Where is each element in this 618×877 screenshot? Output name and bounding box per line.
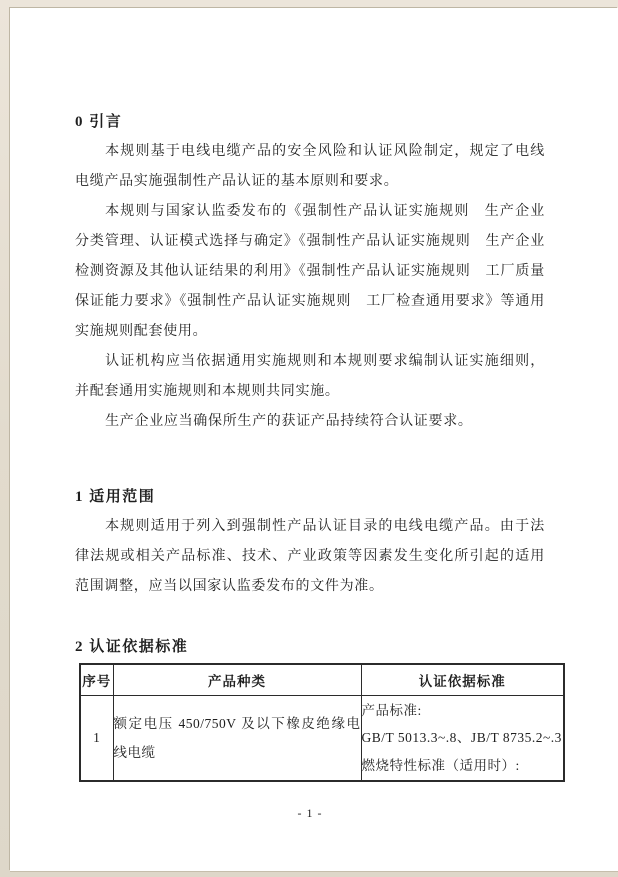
document-page: [10, 8, 618, 871]
page-number: - 1 -: [297, 806, 323, 820]
standard-line: GB/T 5013.3~.8、JB/T 8735.2~.3: [361, 730, 562, 745]
paragraph: 认证机构应当依据通用实施规则和本规则要求编制认证实施细则，并配套通用实施规则和本规则共同实施。: [75, 354, 545, 399]
paragraph: 本规则适用于列入到强制性产品认证目录的电线电缆产品。由于法律法规或相关产品标准、技术、产业政策等因素发生变化所引起的适用范围调整，应当以国家认监委发布的文件为准。: [75, 519, 545, 594]
table-header-certification-standard: 认证依据标准: [361, 664, 564, 695]
paragraph: 本规则基于电线电缆产品的安全风险和认证风险制定，规定了电线电缆产品实施强制性产品认证的基本原则和要求。: [75, 144, 545, 189]
table-header-row: [80, 664, 564, 695]
section-heading-introduction: 0 引言: [75, 114, 123, 130]
paragraph: 本规则与国家认监委发布的《强制性产品认证实施规则 生产企业分类管理、认证模式选择与确定》《强制性产品认证实施规则 生产企业检测资源及其他认证结果的利用》《强制性产品认证实施规则 工厂质量保证能力要求》《强制性产品认证实施规则 工厂检查通用要求》等通用实施规则配套使用。: [75, 204, 545, 339]
table-row: [80, 695, 564, 781]
standards-table: [79, 663, 565, 782]
table-header-index: 序号: [80, 664, 113, 695]
paragraph: 生产企业应当确保所生产的获证产品持续符合认证要求。: [105, 414, 473, 429]
cell-certification-standards: [361, 695, 564, 781]
cell-row-index: 1: [80, 695, 113, 781]
section-heading-scope: 1 适用范围: [75, 489, 156, 505]
table-header-product-type: 产品种类: [113, 664, 361, 695]
cell-product-type: 额定电压 450/750V 及以下橡皮绝缘电线电缆: [113, 695, 361, 781]
document-content: [75, 8, 562, 821]
standard-line: 燃烧特性标准（适用时）:: [361, 757, 520, 773]
standard-line: 产品标准:: [361, 702, 422, 718]
section-heading-standards: 2 认证依据标准: [75, 639, 189, 655]
